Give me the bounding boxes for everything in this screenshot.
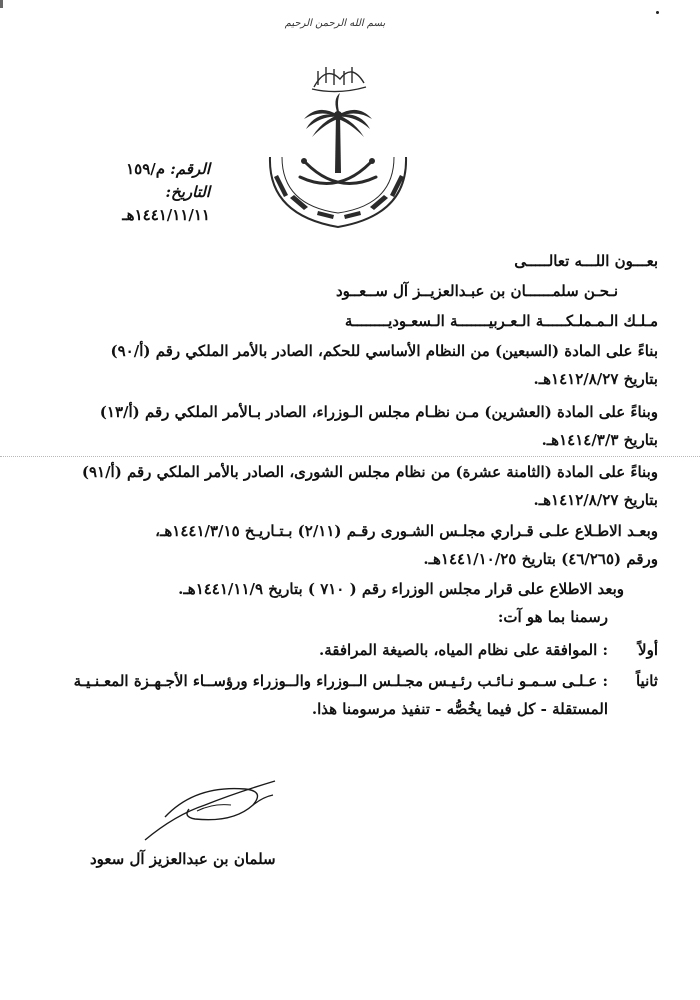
paragraph-4-line-1: وبعـد الاطـلاع علـى قـراري مجلـس الشـورى رقـم (٢/١١) بـتـاريـخ ١٤٤١/٣/١٥هـ،	[155, 522, 658, 540]
paragraph-1-line-2: بتاريخ ١٤١٢/٨/٢٧هـ.	[533, 370, 658, 388]
reference-block	[78, 158, 210, 227]
reference-number-value: م/١٥٩	[126, 160, 166, 178]
signatory-name: سلمان بن عبدالعزيز آل سعود	[90, 850, 276, 868]
scan-mark	[0, 0, 3, 8]
reference-number	[78, 158, 210, 181]
basmala: بسم الله الرحمن الرحيم	[284, 18, 386, 29]
royal-emblem	[248, 45, 428, 245]
article-second-label: ثانياً	[635, 672, 658, 690]
scan-fold-line	[0, 456, 700, 457]
reference-date-label: التاريخ:	[165, 183, 210, 201]
reference-date	[78, 181, 210, 227]
kingdom-title-line: مـلـك الـمـملـكـــــة الـعـربيـــــــة الـسعـوديــــــــة	[344, 312, 658, 330]
paragraph-2-line-2: بتاريخ ١٤١٤/٣/٣هـ.	[541, 431, 658, 449]
paragraph-4-line-2: ورقم (٤٦/٢٦٥) بتاريخ ١٤٤١/١٠/٢٥هـ.	[423, 550, 658, 568]
paragraph-2-line-1: وبناءً على المادة (العشرين) مـن نظـام مجلس الـوزراء، الصادر بـالأمر الملكي رقم (أ/١٣)	[99, 403, 658, 421]
handwritten-signature	[135, 775, 285, 845]
paragraph-3-line-1: وبناءً على المادة (الثامنة عشرة) من نظام مجلس الشورى، الصادر بالأمر الملكي رقم (أ/٩١)	[81, 463, 658, 481]
decree-statement: رسمنا بما هو آت:	[497, 608, 608, 626]
reference-number-label: الرقم:	[170, 160, 210, 178]
article-second-line-2: المستقلة - كل فيما يخُصُّه - تنفيذ مرسومنا هذا.	[311, 700, 608, 718]
article-first-label: أولاً	[638, 641, 658, 659]
article-first-text: : الموافقة على نظام المياه، بالصيغة المرافقة.	[319, 641, 608, 659]
scan-dot	[656, 11, 659, 14]
paragraph-3-line-2: بتاريخ ١٤١٢/٨/٢٧هـ.	[533, 491, 658, 509]
reference-date-value: ١٤٤١/١١/١١هـ	[122, 206, 210, 224]
paragraph-5: وبعد الاطلاع على قرار مجلس الوزراء رقم ( ٧١٠ ) بتاريخ ١٤٤١/١١/٩هـ.	[178, 580, 624, 598]
opening-line: بعـــون اللـــه تعالـــــى	[514, 252, 658, 270]
king-name-line: نـحـن سلمــــــان بن عبـدالعزيــز آل ســعــود	[335, 282, 618, 300]
article-second-line-1: : عـلـى سـمـو نـائـب رئـيـس مجـلـس الــوزراء والــوزراء ورؤســاء الأجـهـزة المعـنـيـة	[73, 672, 608, 690]
paragraph-1-line-1: بناءً على المادة (السبعين) من النظام الأساسي للحكم، الصادر بالأمر الملكي رقم (أ/٩٠)	[110, 342, 658, 360]
